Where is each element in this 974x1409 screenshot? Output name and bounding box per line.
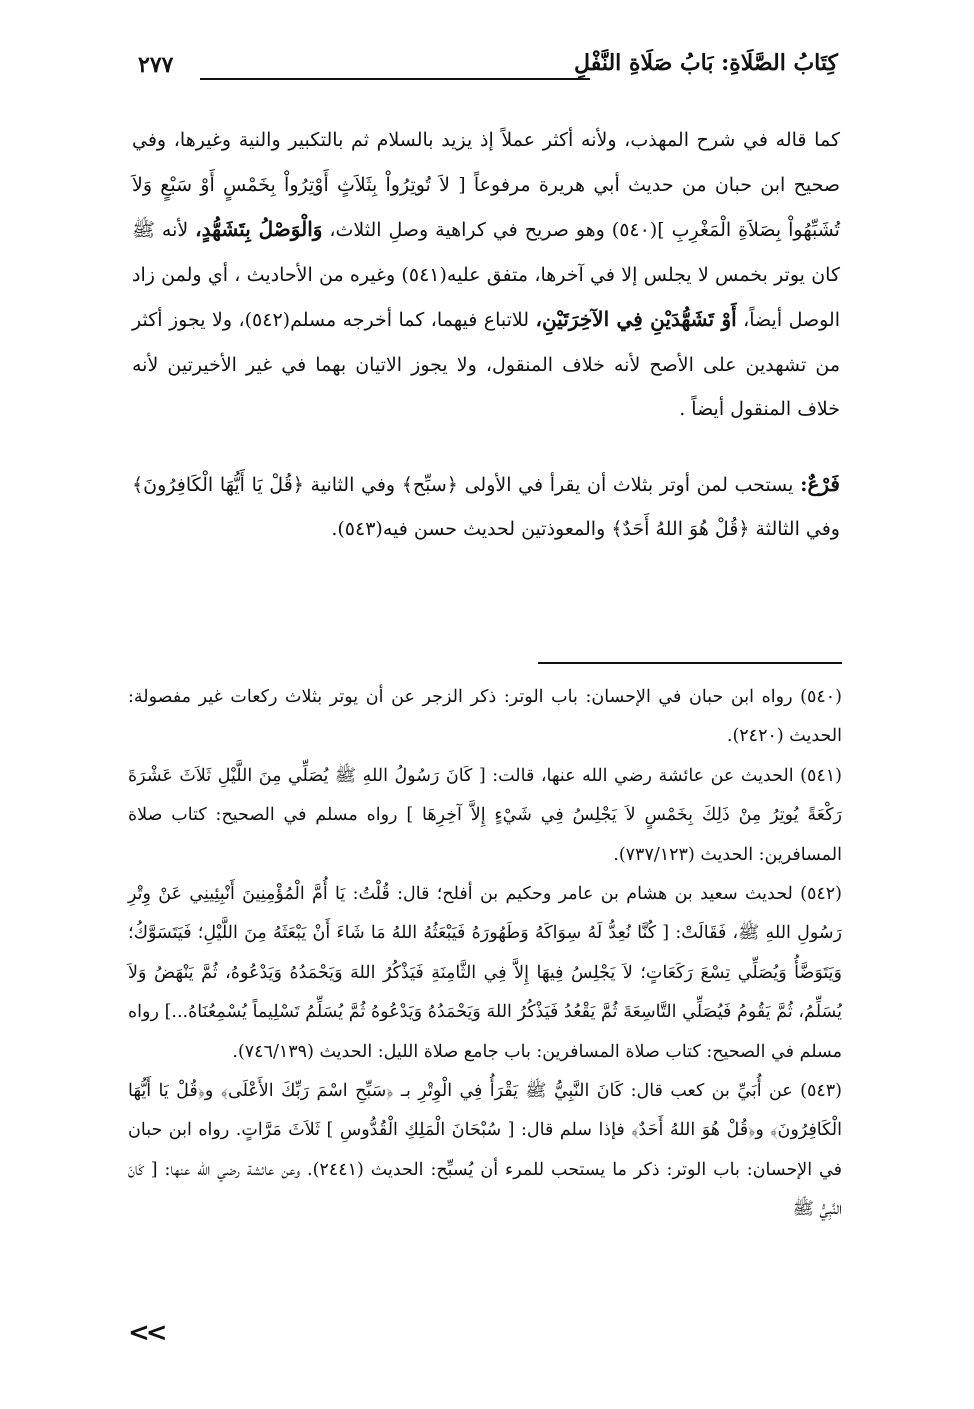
paragraph-2-text: يستحب لمن أوتر بثلاث أن يقرأ في الأولى ﴿سبِّح﴾ وفي الثانية ﴿قُلْ يَا أَيُّهَا الْكَافِرُونَ﴾ وفي الثالثة ﴿قُلْ هُوَ اللهُ أَحَدٌ﴾ والمعوذتين لحديث حسن فيه(٥٤٣).: [132, 473, 840, 540]
paragraph-1-text: كما قاله في شرح المهذب، ولأنه أكثر عملاً إذ يزيد بالسلام ثم بالتكبير والنية وغيرها، وفي صحيح ابن حبان من حديث أبي هريرة مرفوعاً [ لاَ تُوتِرُواْ بِثَلاَثٍ أَوْتِرُواْ بِخَمْسٍ أَوْ سَبْعٍ وَلاَ تُشَبِّهُواْ بِصَلاَةِ الْمَغْرِبِ ](٥٤٠) وهو صريح في كراهية وصلِ الثلاث،: [132, 129, 840, 241]
header-rule: [200, 78, 590, 80]
page-number: ٢٧٧: [138, 52, 174, 78]
paragraph-2: [132, 462, 840, 552]
footnote-541: (٥٤١) الحديث عن عائشة رضي الله عنها، قالت: [ كَانَ رَسُولُ اللهِ ﷺ يُصَلِّي مِنَ اللَّيْلِ ثَلاَثَ عَشْرَةَ رَكْعَةً يُوتِرُ مِنْ ذَلِكَ بِخَمْسٍ لاَ يَجْلِسُ فِي شَيْءٍ إِلاَّ آخِرِهَا ] رواه مسلم في الصحيح: كتاب صلاة المسافرين: الحديث (٧٣٧/١٢٣).: [128, 765, 842, 865]
paragraph-1-matn-2: أَوْ تَشَهُّدَيْنِ فِي الآخِرَتَيْنِ،: [535, 307, 737, 331]
footnote-542: (٥٤٢) لحديث سعيد بن هشام بن عامر وحكيم بن أفلح؛ قال: قُلْتُ: يَا أُمَّ الْمُؤْمِنِينَ أَنْبِئِينِي عَنْ وِتْرِ رَسُولِ اللهِ ﷺ، فَقَالَتْ: [ كُنَّا نُعِدُّ لَهُ سِوَاكَهُ وَطَهُورَهُ فَيَبْعَثُهُ اللهُ مَا شَاءَ أَنْ يَبْعَثَهُ مِنَ اللَّيْلِ؛ فَيَتَسَوَّكُ؛ وَيَتَوَضَّأُ وَيُصَلِّي تِسْعَ رَكَعَاتٍ؛ لاَ يَجْلِسُ فِيهَا إِلاَّ فِي الثَّامِنَةِ فَيَذْكُرُ اللهَ وَيَحْمَدُهُ وَيَدْعُوهُ، ثُمَّ يَنْهَضُ وَلاَ يُسَلِّمُ، ثُمَّ يَقُومُ فَيُصَلِّي التَّاسِعَةَ ثُمَّ يَقْعُدُ فَيَذْكُرُ اللهَ وَيَحْمَدُهُ وَيَدْعُوهُ ثُمَّ يُسَلِّمُ تَسْلِيماً يُسْمِعُنَاهُ...] رواه مسلم في الصحيح: كتاب صلاة المسافرين: باب جامع صلاة الليل: الحديث (٧٤٦/١٣٩).: [128, 884, 842, 1062]
paragraph-1-end: للاتباع فيهما، كما أخرجه مسلم(٥٤٢)، ولا يجوز أكثر من تشهدين على الأصح لأنه خلاف المنقول، ولا يجوز الاتيان بهما في غير الأخيرتين لأنه خلاف المنقول أيضاً .: [132, 309, 840, 420]
paragraph-gap: [132, 432, 840, 462]
paragraph-1: [132, 118, 840, 432]
footnote-540: (٥٤٠) رواه ابن حبان في الإحسان: باب الوتر: ذكر الزجر عن أن يوتر بثلاث ركعات غير مفصولة: الحديث (٢٤٢٠).: [128, 687, 842, 747]
chapter-title: كِتَابُ الصَّلَاةِ: بَابُ صَلَاةِ النَّفْلِ: [574, 50, 838, 76]
continue-mark: <<: [128, 1318, 164, 1348]
paragraph-1-continued: لأنه ﷺ كان يوتر بخمس لا يجلس إلا في آخرها، متفق عليه(٥٤١) وغيره من الأحاديث ، أي ولمن زاد الوصل أيضاً،: [132, 219, 840, 331]
footnote-543: (٥٤٣) عن أُبَيِّ بن كعب قال: كَانَ النَّبِيُّ ﷺ يَقْرَأُ فِي الْوِتْرِ بـ ﴿سَبِّحِ اسْمَ رَبِّكَ الأَعْلَى﴾ و﴿قُلْ يَا أَيُّهَا الْكَافِرُونَ﴾ و﴿قُلْ هُوَ اللهُ أَحَدٌ﴾ فإذا سلم قال: [ سُبْحَانَ الْمَلِكِ الْقُدُّوسِ ] ثَلاَثَ مَرَّاتٍ. رواه ابن حبان في الإحسان: باب الوتر: ذكر ما يستحب للمرء أن يُسبِّح: الحديث (٢٤٤١). وعن عائشة رضي الله عنها: [ كَانَ النَّبِيُّ ﷺ: [128, 1081, 842, 1220]
footnote-separator: [538, 662, 842, 664]
footnotes: [128, 678, 842, 1230]
running-header: [138, 48, 838, 88]
paragraph-1-matn: وَالْوَصْلُ بِتَشَهُّدٍ،: [195, 217, 323, 241]
far-label: فَرْعٌ:: [800, 471, 840, 496]
main-text: [132, 118, 840, 552]
